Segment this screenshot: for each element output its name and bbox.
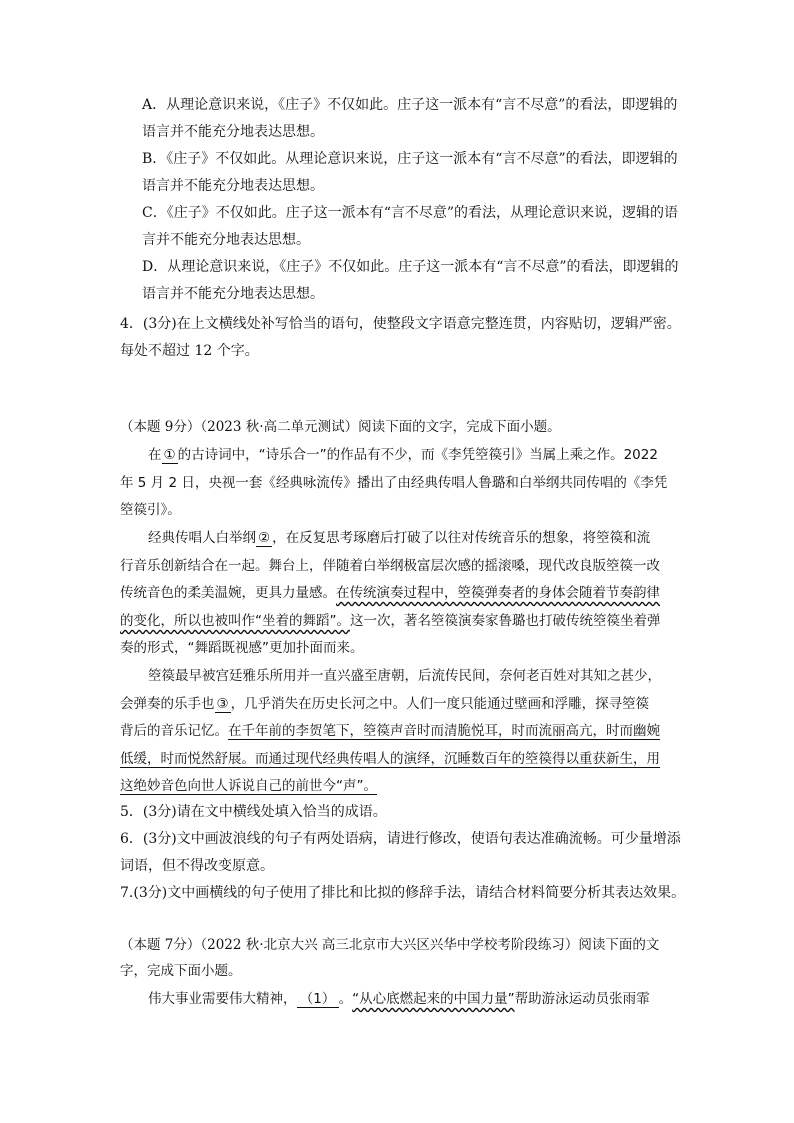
passage-3-line-1: 箜篌最早被宫廷雅乐所用并一直兴盛至唐朝，后流传民间，奈何老百姓对其知之甚少， [148, 668, 661, 684]
passage-text: 背后的音乐记忆。 [120, 723, 228, 739]
question-5: 5．(3分)请在文中横线处填入恰当的成语。 [120, 804, 387, 820]
passage-3-line-3 [120, 718, 660, 746]
passage-2-line-2: 行音乐创新结合在一起。舞台上，伴随着白举纲极富层次感的摇滚嗓，现代改良版箜篌一改 [120, 558, 660, 574]
question-7: 7.(3分)文中画横线的句子使用了排比和比拟的修辞手法，请结合材料简要分析其表达效果。 [120, 885, 686, 901]
question-4-line-1: 4．(3分)在上文横线处补写恰当的语句，使整段文字语意完整连贯，内容贴切，逻辑严密。 [120, 316, 681, 332]
passage-4-line-1 [120, 986, 688, 1014]
wavy-underlined-phrase: “从心底燃起来的中国力量” [352, 991, 515, 1007]
passage-3-line-5 [120, 773, 660, 801]
option-c-line-2: 言并不能充分地表达思想。 [142, 232, 310, 248]
passage-text: 帮助游泳运动员张雨霏 [514, 991, 650, 1007]
passage-text: 经典传唱人白举纲 [148, 530, 256, 546]
passage-text: ，在反复思考琢磨后打破了以往对传统音乐的想象，将箜篌和流 [272, 530, 651, 546]
section-2-header-line-2: 字，完成下面小题。 [120, 963, 242, 979]
passage-1-line-3: 箜篌引》。 [120, 502, 181, 518]
wavy-underlined-sentence: 在传统演奏过程中，箜篌弹奏者的身体会随着节奏韵律 [336, 585, 660, 601]
passage-1-line-1 [120, 442, 688, 470]
option-a-line-2: 语言并不能充分地表达思想。 [142, 124, 324, 140]
option-d-line-1: D．从理论意识来说，《庄子》不仅如此。庄子这一派本有“言不尽意”的看法，即逻辑的 [142, 259, 679, 275]
passage-text: ，几乎消失在历史长河之中。人们一度只能通过壁画和浮雕，探寻箜篌 [230, 696, 650, 712]
section-2-header-line-1: （本题 7分）（2022 秋·北京大兴 高三北京市大兴区兴华中学校考阶段练习）阅读下面的文 [120, 937, 660, 953]
passage-text: 伟大事业需要伟大精神， [148, 991, 297, 1007]
underlined-sentence: 在千年前的李贺笔下，箜篌声音时而清脆悦耳，时而流丽高亢，时而幽婉 [228, 723, 660, 739]
passage-1-line-2: 年 5 月 2 日，央视一套《经典咏流传》播出了由经典传唱人鲁璐和白举纲共同传唱的《李凭 [120, 475, 668, 491]
option-a-line-1: A．从理论意识来说，《庄子》不仅如此。庄子这一派本有“言不尽意”的看法，即逻辑的 [142, 97, 678, 113]
passage-text: 会弹奏的乐手也 [120, 696, 215, 712]
section-1-header: （本题 9分）（2023 秋·高二单元测试）阅读下面的文字，完成下面小题。 [120, 419, 561, 435]
option-d-line-2: 语言并不能充分地表达思想。 [142, 286, 324, 302]
blank-2: ② [258, 530, 271, 546]
option-c-line-1: C．《庄子》不仅如此。庄子这一派本有“言不尽意”的看法，从理论意识来说，逻辑的语 [142, 205, 679, 221]
passage-2-line-3 [120, 580, 660, 608]
option-b-line-1: B．《庄子》不仅如此。从理论意识来说，庄子这一派本有“言不尽意”的看法，即逻辑的 [142, 151, 678, 167]
blank-3: ③ [216, 696, 229, 712]
passage-text: 在 [148, 447, 162, 463]
blank-4: （1） [297, 991, 339, 1008]
passage-2-line-5: 奏的形式，“舞蹈既视感”更加扑面而来。 [120, 640, 364, 656]
passage-text: 传统音色的柔美温婉，更具力量感。 [120, 585, 336, 601]
passage-text: 这一次，著名箜篌演奏家鲁璐也打破传统箜篌坐着弹 [350, 613, 661, 629]
passage-3-line-2 [120, 691, 660, 719]
passage-3-line-4: 低缓，时而悦然舒展。而通过现代经典传唱人的演绎，沉睡数百年的箜篌得以重获新生，用 [120, 751, 660, 767]
question-6-line-1: 6．(3分)文中画波浪线的句子有两处语病，请进行修改，使语句表达准确流畅。可少量增添 [120, 831, 681, 847]
passage-2-line-4 [120, 608, 660, 636]
underlined-sentence: 这绝妙音色向世人诉说自己的前世今“声”。 [120, 778, 377, 794]
passage-text: 的古诗词中，“诗乐合一”的作品有不少，而《李凭箜篌引》当属上乘之作。2022 [177, 447, 658, 463]
blank-1: ① [163, 447, 176, 463]
passage-text: 。 [338, 991, 353, 1007]
wavy-underlined-sentence: 的变化，所以也被叫作“坐着的舞蹈”。 [120, 613, 350, 629]
passage-2-line-1 [120, 525, 688, 553]
question-4-line-2: 每处不超过 12 个字。 [120, 343, 259, 359]
question-6-line-2: 词语，但不得改变原意。 [120, 858, 274, 874]
option-b-line-2: 语言并不能充分地表达思想。 [142, 178, 324, 194]
